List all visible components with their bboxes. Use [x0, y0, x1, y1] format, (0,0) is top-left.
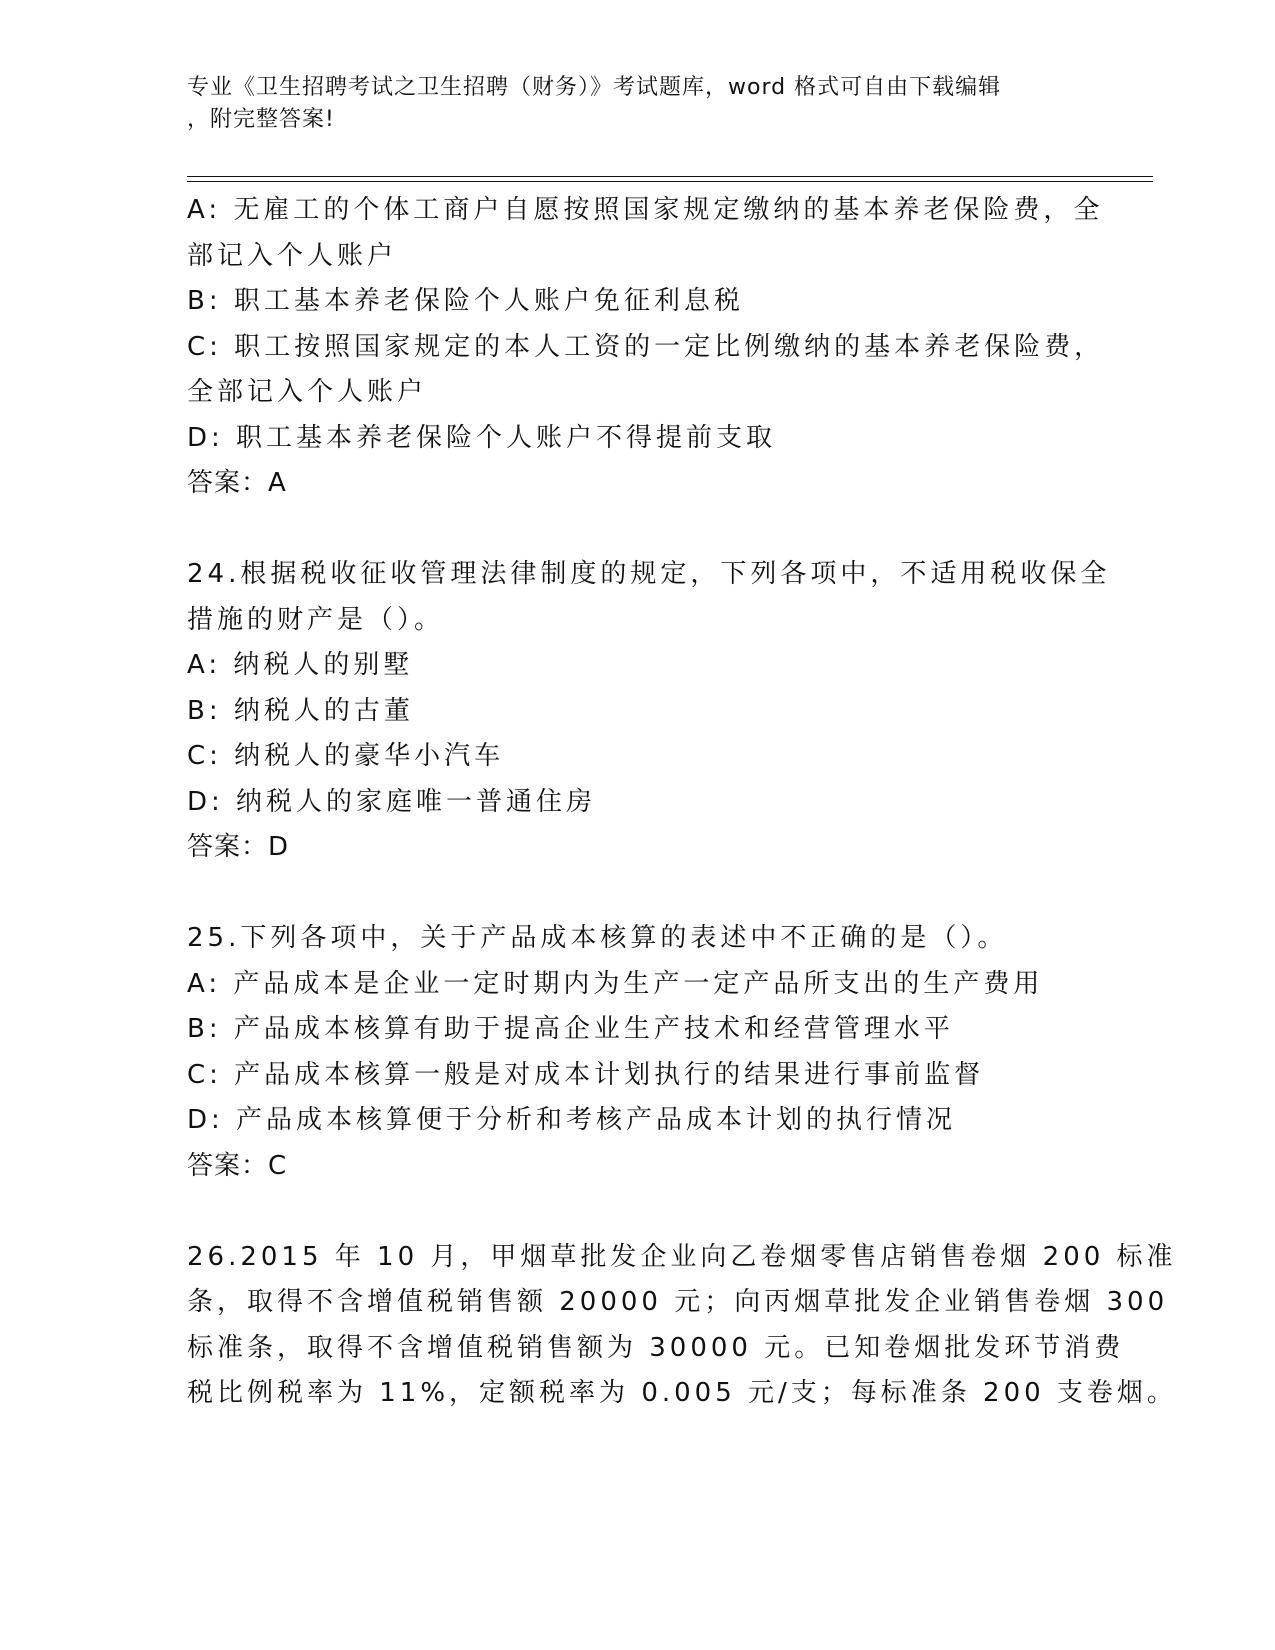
option-line: C: 职工按照国家规定的本人工资的一定比例缴纳的基本养老保险费， — [187, 331, 1105, 362]
answer-line: 答案：D — [187, 832, 290, 862]
answer-line: 答案：A — [187, 468, 287, 498]
answer-line: 答案：C — [187, 1150, 288, 1181]
question-stem: 标准条，取得不含增值税销售额为 30000 元。已知卷烟批发环节消费 — [187, 1332, 1125, 1363]
spacer — [187, 507, 1087, 553]
header-line-1: 专业《卫生招聘考试之卫生招聘（财务）》考试题库，word 格式可自由下载编辑 — [187, 75, 1002, 100]
question-25 — [187, 916, 1087, 1189]
question-stem: 条，取得不含增值税销售额 20000 元；向丙烟草批发企业销售卷烟 300 — [187, 1287, 1169, 1317]
option-line: C: 纳税人的豪华小汽车 — [187, 741, 505, 771]
question-stem: 26.2015 年 10 月，甲烟草批发企业向乙卷烟零售店销售卷烟 200 标准 — [187, 1241, 1177, 1272]
document-body — [187, 188, 1177, 1417]
option-line: A: 无雇工的个体工商户自愿按照国家规定缴纳的基本养老保险费，全 — [187, 195, 1104, 225]
option-line: B: 产品成本核算有助于提高企业生产技术和经营管理水平 — [187, 1014, 954, 1044]
option-line: D: 产品成本核算便于分析和考核产品成本计划的执行情况 — [187, 1105, 957, 1135]
question-stem: 税比例税率为 11%，定额税率为 0.005 元/支；每标准条 200 支卷烟。 — [187, 1378, 1177, 1408]
option-line: A: 纳税人的别墅 — [187, 650, 414, 680]
question-stem: 24.根据税收征收管理法律制度的规定，下列各项中，不适用税收保全 — [187, 559, 1111, 589]
spacer — [187, 871, 1087, 917]
question-24 — [187, 552, 1111, 871]
option-line: 部记入个人账户 — [187, 240, 398, 271]
option-line: B: 纳税人的古董 — [187, 695, 414, 726]
question-stem: 措施的财产是（）。 — [187, 604, 445, 635]
question-23 — [187, 188, 1105, 507]
question-stem: 25.下列各项中，关于产品成本核算的表述中不正确的是（）。 — [187, 923, 1008, 953]
header-divider — [187, 176, 1153, 182]
option-line: B: 职工基本养老保险个人账户免征利息税 — [187, 286, 744, 316]
document-header — [187, 72, 1067, 136]
question-26 — [187, 1235, 1177, 1417]
option-line: D: 职工基本养老保险个人账户不得提前支取 — [187, 422, 777, 453]
option-line: C: 产品成本核算一般是对成本计划执行的结果进行事前监督 — [187, 1059, 985, 1090]
option-line: D: 纳税人的家庭唯一普通住房 — [187, 786, 597, 817]
option-line: 全部记入个人账户 — [187, 377, 428, 407]
header-line-2: ，附完整答案! — [187, 107, 335, 132]
spacer — [187, 1189, 1087, 1235]
option-line: A: 产品成本是企业一定时期内为生产一定产品所支出的生产费用 — [187, 968, 1044, 999]
